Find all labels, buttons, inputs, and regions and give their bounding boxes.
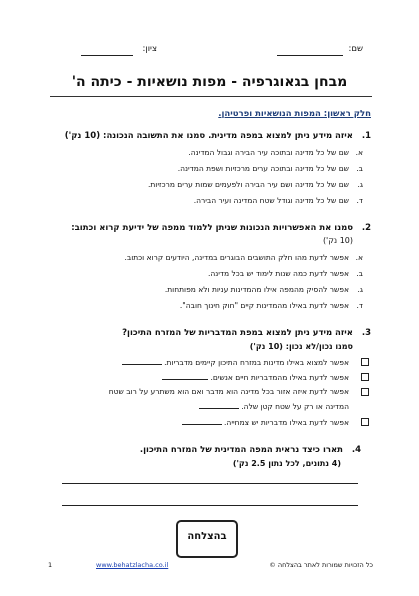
option-letter: א.: [355, 148, 363, 157]
question-number: 1.: [361, 131, 371, 141]
title-divider: [50, 96, 372, 97]
logo-text: בהצלחה: [187, 531, 227, 542]
answer-line[interactable]: [62, 483, 358, 484]
q2-option-a[interactable]: [59, 252, 363, 263]
answer-blank[interactable]: [182, 416, 222, 425]
question-number: 2.: [361, 223, 371, 233]
option-text: אפשר לדעת כמה שנות לימוד יש בכל מדינה.: [207, 269, 349, 278]
question-text: איזה מידע ניתן למצוא במפה מדינית. סמנו את התשובה הנכונה: (10 נק'): [64, 131, 353, 141]
q2-option-c[interactable]: [59, 284, 363, 295]
item-text: אפשר לדעת באילו מהמדבריות חיים אנשים.: [210, 373, 349, 382]
q1-option-c[interactable]: [59, 179, 363, 190]
option-letter: ד.: [356, 301, 363, 310]
item-text: המדינה או רק על שטח קטן שלה.: [241, 402, 349, 411]
question-text: איזה מידע ניתן למצוא במפת המדבריות של המזרח התיכון?: [122, 328, 353, 338]
option-letter: ד.: [356, 196, 363, 205]
option-letter: ב.: [356, 269, 363, 278]
item-text: אפשר למצוא באילו מדינות במזרח התיכון קיימים מדבריות.: [164, 358, 349, 367]
q2-option-d[interactable]: [59, 300, 363, 311]
option-text: אפשר להסיק מהמפה אילו מהמדינות עניות ולא מפותחות.: [164, 285, 349, 294]
checkbox[interactable]: [361, 388, 369, 396]
website-link[interactable]: www.behatzlacha.co.il: [96, 561, 169, 569]
copyright-text: כל הזכויות שמורות לאתר בהצלחה ©: [269, 561, 373, 569]
page-number: 1: [48, 561, 53, 569]
checkbox[interactable]: [361, 373, 369, 381]
question-points: (4 נתונים, לכל נתון 2.5 נק'): [232, 459, 341, 468]
grade-label: ציון:: [142, 44, 157, 54]
option-letter: ג.: [357, 180, 363, 189]
answer-line[interactable]: [62, 505, 358, 506]
answer-blank[interactable]: [122, 356, 162, 365]
option-letter: א.: [355, 253, 363, 262]
question-number: 4.: [351, 445, 361, 455]
item-text: אפשר לדעת איזה אזור בכל מדינה הוא מדבר ואם הוא משתרע על רוב שטח: [108, 387, 349, 396]
question-number: 3.: [361, 328, 371, 338]
logo: [176, 520, 238, 558]
answer-blank[interactable]: [199, 400, 239, 409]
name-label: שם:: [348, 44, 363, 54]
option-letter: ג.: [357, 285, 363, 294]
q2-option-b[interactable]: [59, 268, 363, 279]
q1-option-d[interactable]: [59, 195, 363, 206]
question-points: (10 נק'): [322, 236, 353, 245]
grade-input-line[interactable]: [81, 55, 133, 56]
name-input-line[interactable]: [277, 55, 343, 56]
q1-option-b[interactable]: [59, 163, 363, 174]
option-text: שם של כל מדינה וגודל שטח המדינה ועיר הבירה.: [193, 196, 349, 205]
item-text: אפשר לדעת באילו מדבריות יש צמחייה.: [224, 418, 349, 427]
q1-option-a[interactable]: [59, 147, 363, 158]
question-instruction: סמנו נכון/לא נכון: (10 נק'): [249, 342, 353, 351]
option-text: שם של כל מדינה ובתוכה ערים מרכזיות ושפת המדינה.: [177, 164, 349, 173]
section-heading: חלק ראשון: המפות הנושאיות ופרטיהן.: [218, 109, 371, 119]
option-letter: ב.: [356, 164, 363, 173]
option-text: אפשר לדעת מהו חלק התושבים הבוגרים במדינה, היודעים קרוא וכתוב.: [124, 253, 349, 262]
checkbox[interactable]: [361, 358, 369, 366]
option-text: אפשר לדעת באילו מהמדינות קיים "חוק חינוך חובה".: [179, 301, 349, 310]
page-title: מבחן בגאוגרפיה - מפות נושאיות - כיתה ה': [71, 74, 348, 90]
checkbox[interactable]: [361, 418, 369, 426]
option-text: שם של כל מדינה ובתוכה עיר הבירה וגבול המדינה.: [188, 148, 349, 157]
answer-blank[interactable]: [162, 371, 208, 380]
question-text: סמנו את האפשרויות הנכונות שניתן ללמוד ממפה של ידיעת קרוא וכתוב:: [71, 223, 353, 233]
option-text: שם של כל מדינה ושם עיר הבירה ולפעמים שמות ערים מרכזיות.: [147, 180, 349, 189]
question-text: תארו כיצד נראית המפה המדינית של המזרח התיכון.: [139, 445, 343, 455]
